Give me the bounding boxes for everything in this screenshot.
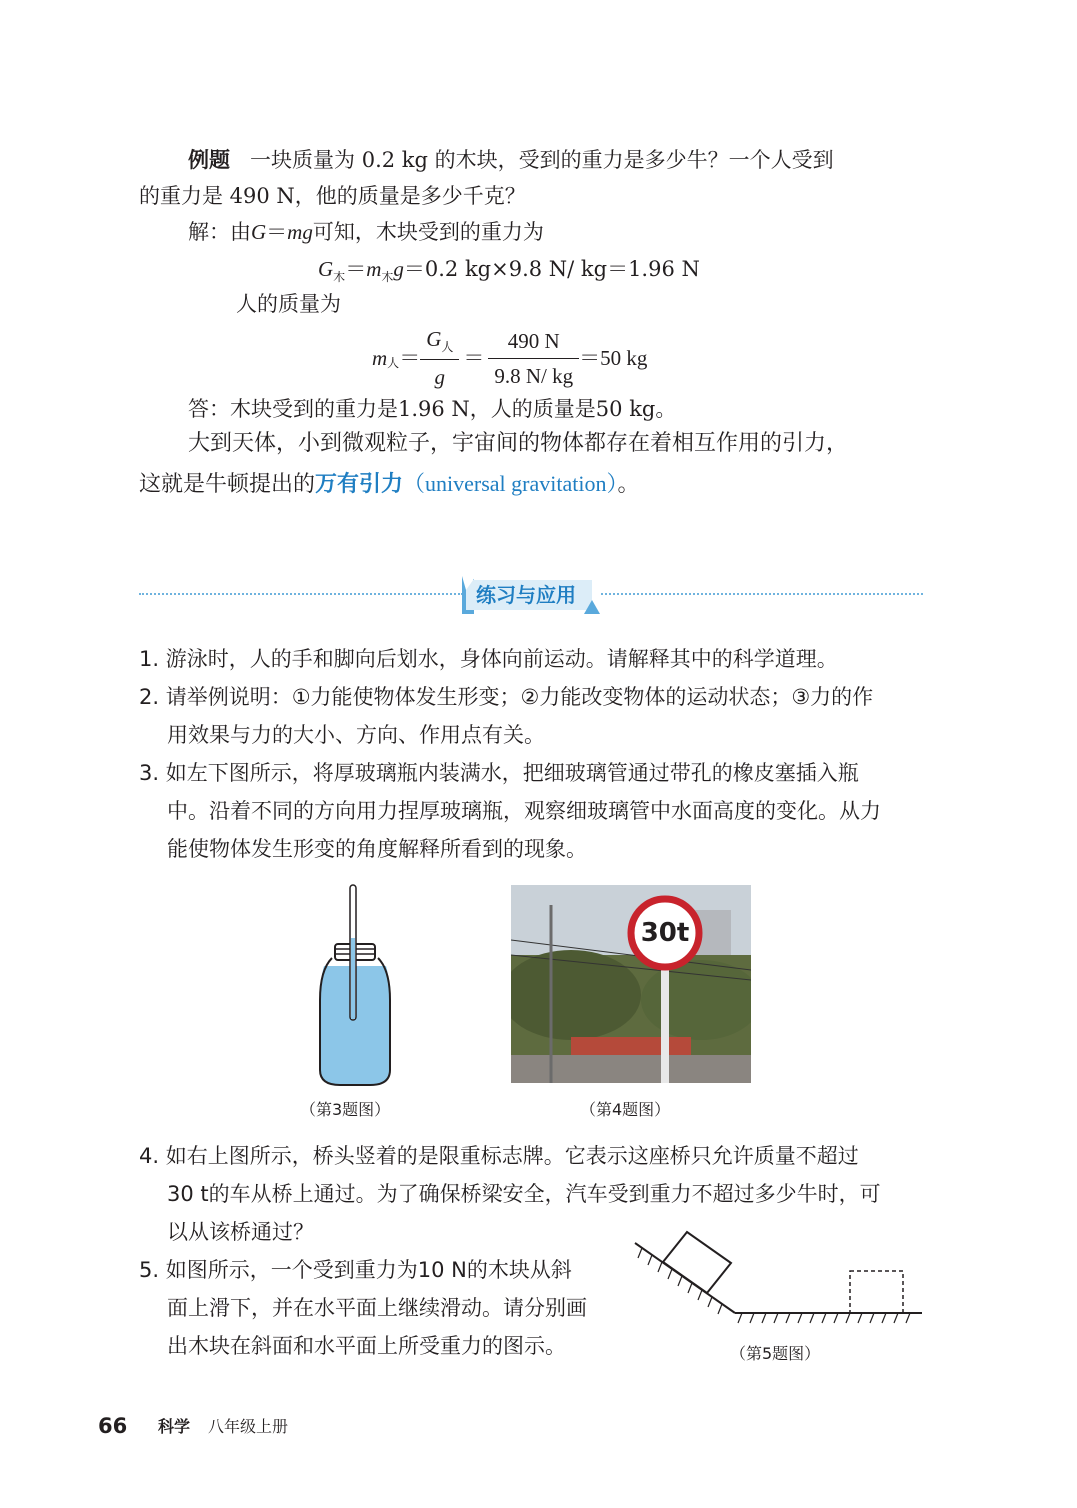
eq2-result: ＝50 kg <box>579 346 648 370</box>
exercise-2-line-1: 2. 请举例说明：①力能使物体发生形变；②力能改变物体的运动状态；③力的作 <box>139 685 874 709</box>
section-badge <box>462 576 602 614</box>
gravitation-line-1: 大到天体，小到微观粒子，宇宙间的物体都存在着相互作用的引力， <box>188 431 849 456</box>
bottle-figure <box>300 880 410 1090</box>
eq1-m: m <box>366 257 382 281</box>
person-mass-label: 人的质量为 <box>236 292 341 316</box>
exercise-3-line-3: 能使物体发生形变的角度解释所看到的现象。 <box>167 837 587 861</box>
frac-sub: 人 <box>441 340 454 354</box>
eq1-g: g <box>393 257 404 281</box>
exercise-1: 1. 游泳时，人的手和脚向后划水，身体向前运动。请解释其中的科学道理。 <box>139 647 838 671</box>
sign-text: 30t <box>640 918 690 948</box>
fig5-caption: （第5题图） <box>730 1344 821 1363</box>
footer-grade: 八年级上册 <box>208 1417 289 1436</box>
eq1-sub: 木 <box>333 270 346 284</box>
exercise-5-line-3: 出木块在斜面和水平面上所受重力的图示。 <box>167 1334 566 1358</box>
fig4-caption: （第4题图） <box>580 1100 671 1119</box>
frac-num2: 490 N <box>488 326 579 359</box>
frac-den2: 9.8 N/ kg <box>494 363 574 388</box>
divider-right <box>601 593 923 595</box>
fraction-G-over-g <box>420 324 459 392</box>
weight-limit-photo <box>511 885 751 1083</box>
solution-suffix: 可知，木块受到的重力为 <box>312 220 544 244</box>
frac-g: g <box>434 365 446 389</box>
formula-mg: mg <box>287 220 313 244</box>
formula-G: G <box>251 220 267 244</box>
eq2-eq: ＝ <box>399 346 421 370</box>
eq1-sub-m: 木 <box>381 270 394 284</box>
eq1-eq: ＝ <box>345 257 367 281</box>
exercise-4-line-1: 4. 如右上图所示，桥头竖着的是限重标志牌。它表示这座桥只允许质量不超过 <box>139 1144 859 1168</box>
example-line-1 <box>188 145 834 175</box>
incline-figure <box>630 1228 925 1333</box>
exercise-3-line-2: 中。沿着不同的方向用力捏厚玻璃瓶，观察细玻璃管中水面高度的变化。从力 <box>167 799 881 823</box>
eq2-sub: 人 <box>387 356 400 370</box>
gravitation-suffix: 。 <box>617 472 640 497</box>
section-title: 练习与应用 <box>476 583 576 607</box>
fraction-values <box>488 326 579 391</box>
exercise-3-line-1: 3. 如左下图所示，将厚玻璃瓶内装满水，把细玻璃管通过带孔的橡皮塞插入瓶 <box>139 761 859 785</box>
example-label: 例题 <box>188 148 230 172</box>
eq2-m: m <box>372 346 388 370</box>
equation-person-mass <box>372 324 647 392</box>
answer: 答：木块受到的重力是1.96 N，人的质量是50 kg。 <box>188 397 677 421</box>
equation-wood-weight <box>318 254 700 287</box>
eq1-G: G <box>318 257 334 281</box>
glass-bottle-icon <box>300 880 410 1090</box>
example-question-2: 的重力是 490 N，他的质量是多少千克？ <box>139 184 526 208</box>
eq2-eq2: ＝ <box>463 346 485 370</box>
frac-G: G <box>426 327 442 351</box>
gravitation-line-2 <box>139 468 640 501</box>
footer-subject: 科学 <box>158 1417 191 1436</box>
term-english: （universal gravitation） <box>403 471 618 496</box>
frac-numerator <box>420 324 459 360</box>
eq1-rest: ＝0.2 kg×9.8 N/ kg＝1.96 N <box>403 257 700 281</box>
gravitation-prefix: 这就是牛顿提出的 <box>139 472 316 497</box>
road-sign-photo-icon <box>511 885 751 1083</box>
incline-diagram-icon <box>630 1228 925 1333</box>
fig3-caption: （第3题图） <box>300 1100 391 1119</box>
example-question-1: 一块质量为 0.2 kg 的木块，受到的重力是多少牛？一个人受到 <box>250 148 834 172</box>
exercise-4-line-2: 30 t的车从桥上通过。为了确保桥梁安全，汽车受到重力不超过多少牛时，可 <box>167 1182 881 1206</box>
exercise-5-line-1: 5. 如图所示，一个受到重力为10 N的木块从斜 <box>139 1258 572 1282</box>
exercise-5-line-2: 面上滑下，并在水平面上继续滑动。请分别画 <box>167 1296 587 1320</box>
formula-eq: ＝ <box>266 220 288 244</box>
exercise-2-line-2: 用效果与力的大小、方向、作用点有关。 <box>167 723 545 747</box>
exercise-4-line-3: 以从该桥通过？ <box>167 1220 314 1244</box>
term-universal-gravitation: 万有引力 <box>315 472 404 497</box>
solution-intro <box>188 217 544 247</box>
solution-prefix: 解：由 <box>188 220 251 244</box>
divider-left <box>139 593 463 595</box>
page-number: 66 <box>98 1414 128 1438</box>
